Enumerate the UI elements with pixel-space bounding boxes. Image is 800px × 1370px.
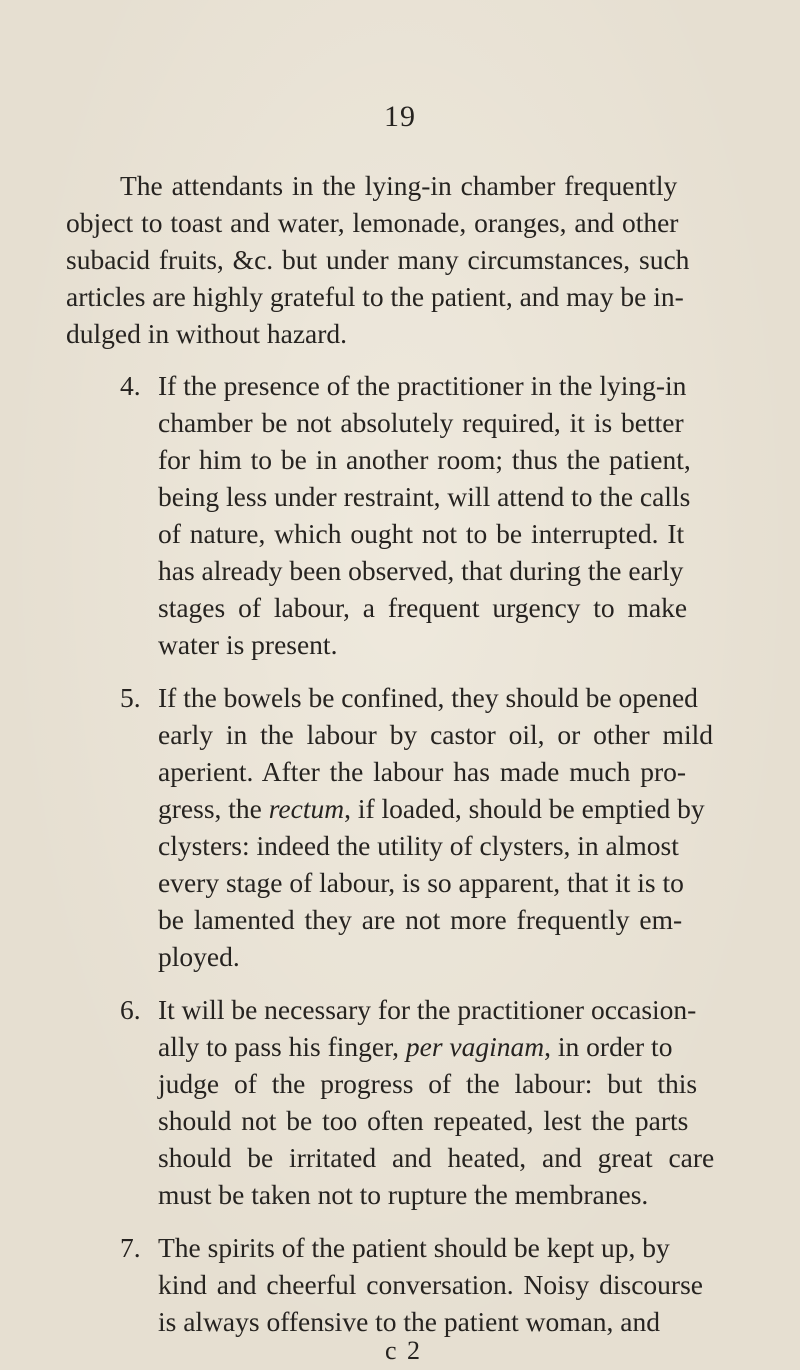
item-number: 7. bbox=[120, 1232, 141, 1263]
intro-line: The attendants in the lying-in chamber frequently bbox=[120, 170, 678, 201]
item-line: It will be necessary for the practitioner occasion- bbox=[158, 994, 697, 1025]
item-line: must be taken not to rupture the membranes. bbox=[158, 1179, 649, 1210]
item-line: is always offensive to the patient woman, and bbox=[158, 1306, 661, 1337]
item-line: kind and cheerful conversation. Noisy discourse bbox=[158, 1269, 703, 1300]
item-line: ally to pass his finger, per vaginam, in order to bbox=[158, 1031, 673, 1062]
item-line: clysters: indeed the utility of clysters, in almost bbox=[158, 830, 679, 861]
item-line: being less under restraint, will attend to the calls bbox=[158, 481, 691, 512]
intro-line: object to toast and water, lemonade, oranges, and other bbox=[66, 207, 679, 238]
item-line: should be irritated and heated, and great care bbox=[158, 1142, 715, 1173]
item-line: The spirits of the patient should be kept up, by bbox=[158, 1232, 670, 1263]
item-line: gress, the rectum, if loaded, should be emptied by bbox=[158, 793, 705, 824]
intro-line: dulged in without hazard. bbox=[66, 318, 348, 349]
item-line: chamber be not absolutely required, it is better bbox=[158, 407, 684, 438]
item-line: If the presence of the practitioner in the lying-in bbox=[158, 370, 687, 401]
item-line: has already been observed, that during the early bbox=[158, 555, 684, 586]
intro-line: articles are highly grateful to the patient, and may be in- bbox=[66, 281, 684, 312]
item-line: be lamented they are not more frequently em- bbox=[158, 904, 683, 935]
item-line: If the bowels be confined, they should be opened bbox=[158, 682, 698, 713]
item-number: 5. bbox=[120, 682, 141, 713]
item-line: every stage of labour, is so apparent, that it is to bbox=[158, 867, 684, 898]
item-line: stages of labour, a frequent urgency to make bbox=[158, 592, 688, 623]
item-number: 6. bbox=[120, 994, 141, 1025]
signature-mark: c 2 bbox=[385, 1336, 423, 1365]
item-line: judge of the progress of the labour: but this bbox=[158, 1068, 698, 1099]
item-number: 4. bbox=[120, 370, 141, 401]
item-line: ployed. bbox=[158, 941, 240, 972]
item-line: early in the labour by castor oil, or other mild bbox=[158, 719, 713, 750]
item-line: water is present. bbox=[158, 629, 338, 660]
page-number: 19 bbox=[384, 100, 416, 133]
item-line: for him to be in another room; thus the patient, bbox=[158, 444, 691, 475]
intro-line: subacid fruits, &c. but under many circumstances, such bbox=[66, 244, 690, 275]
item-line: should not be too often repeated, lest the parts bbox=[158, 1105, 689, 1136]
item-line: of nature, which ought not to be interrupted. It bbox=[158, 518, 685, 549]
item-line: aperient. After the labour has made much pro- bbox=[158, 756, 687, 787]
